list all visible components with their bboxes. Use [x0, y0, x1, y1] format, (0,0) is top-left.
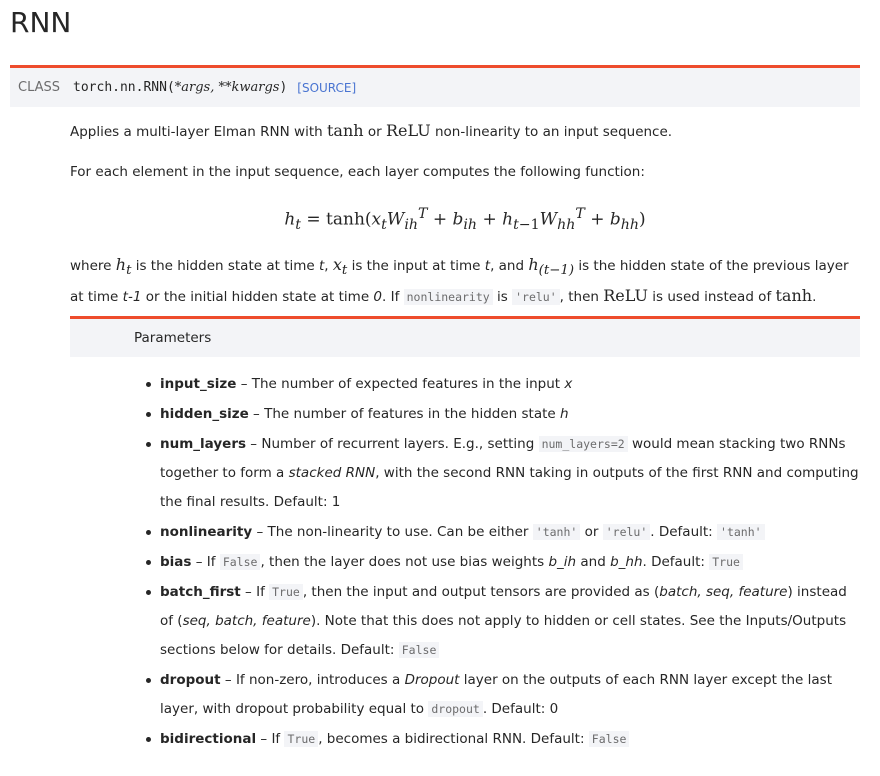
param-bias: bias – If False , then the layer does not use bias weights b_ih and b_hh. Default: True — [144, 548, 860, 577]
param-batch-first: batch_first – If True , then the input and output tensors are provided as (batch, seq, feature) instead of (seq, batch, feature). Note that this does not apply to hidden or cell states. See the Inputs/Outputs sections below for details. Default: False — [144, 578, 860, 665]
page-title: RNN — [10, 6, 72, 39]
param-nonlinearity: nonlinearity – The non-linearity to use. Can be either 'tanh' or 'relu' . Default: 'tanh' — [144, 518, 860, 547]
param-input-size: input_size – The number of expected features in the input x — [144, 370, 860, 399]
parameters-heading: Parameters — [70, 316, 860, 357]
class-args: *args, **kwargs — [174, 80, 280, 95]
class-label: CLASS — [18, 80, 61, 95]
class-signature — [10, 65, 860, 107]
close-paren: ) — [279, 80, 288, 95]
intro-paragraph: Applies a multi-layer Elman RNN with tanh or ReLU non-linearity to an input sequence. — [70, 121, 673, 140]
rnn-equation: $h_t = \tanh(x_tW_{ih}^T + b_{ih} + h_{t-1}W_{hh}^T + b_{hh})$ — [284, 206, 646, 234]
param-hidden-size: hidden_size – The number of features in the hidden state h — [144, 400, 860, 429]
class-name: torch.nn.RNN — [73, 80, 167, 95]
math-tanh: tanh — [326, 121, 364, 140]
parameters-list — [144, 370, 860, 755]
math-relu: ReLU — [385, 121, 431, 140]
where-paragraph: where $h_t$ is the hidden state at time t, $x_t$ is the input at time t, and $h_{(t-1)}$ is the hidden state of the previous layer at time t-1 or the initial hidden state at time 0. If nonlinearity is 'relu' , then ReLU is used instead of tanh. — [70, 255, 849, 306]
param-num-layers: num_layers – Number of recurrent layers. E.g., setting num_layers=2 would mean stacking two RNNs together to form a stacked RNN, with the second RNN taking in outputs of the first RNN and computing the final results. Default: 1 — [144, 430, 860, 517]
open-paren: ( — [166, 80, 175, 95]
param-dropout: dropout – If non-zero, introduces a Dropout layer on the outputs of each RNN layer except the last layer, with dropout probability equal to dropout . Default: 0 — [144, 666, 860, 724]
source-link[interactable]: [SOURCE] — [297, 80, 357, 95]
function-intro: For each element in the input sequence, each layer computes the following function: — [70, 164, 645, 180]
param-bidirectional: bidirectional – If True , becomes a bidirectional RNN. Default: False — [144, 725, 860, 754]
